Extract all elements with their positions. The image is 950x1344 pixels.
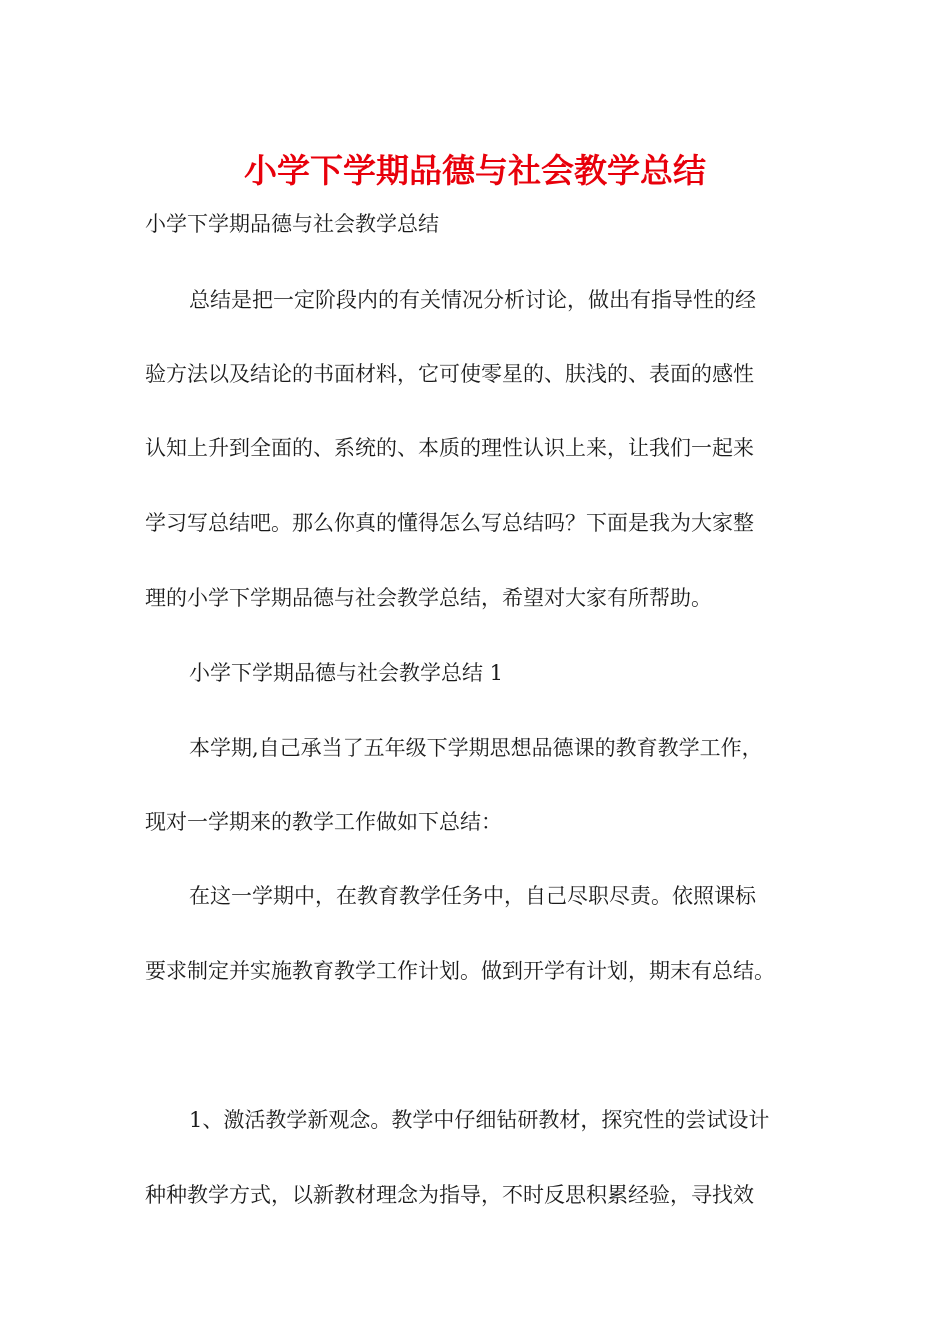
body-paragraph-2-line-2: 要求制定并实施教育教学工作计划。做到开学有计划，期末有总结。 [145, 959, 775, 983]
intro-paragraph-line-2: 验方法以及结论的书面材料，它可使零星的、肤浅的、表面的感性 [145, 362, 754, 386]
intro-paragraph-line-1: 总结是把一定阶段内的有关情况分析讨论，做出有指导性的经 [189, 288, 756, 312]
body-paragraph-1-line-1: 本学期,自己承当了五年级下学期思想品德课的教育教学工作， [189, 736, 763, 760]
body-paragraph-1-line-2: 现对一学期来的教学工作做如下总结： [145, 810, 502, 834]
section-heading-1: 小学下学期品德与社会教学总结 1 [189, 661, 504, 685]
document-title: 小学下学期品德与社会教学总结 [244, 151, 706, 190]
intro-paragraph-line-3: 认知上升到全面的、系统的、本质的理性认识上来，让我们一起来 [145, 436, 754, 460]
body-paragraph-2-line-1: 在这一学期中，在教育教学任务中，自己尽职尽责。依照课标 [189, 884, 756, 908]
intro-paragraph-line-5: 理的小学下学期品德与社会教学总结，希望对大家有所帮助。 [145, 586, 712, 610]
subtitle-line: 小学下学期品德与社会教学总结 [145, 212, 439, 236]
body-paragraph-3-line-2: 种种教学方式，以新教材理念为指导，不时反思积累经验，寻找效 [145, 1183, 754, 1207]
intro-paragraph-line-4: 学习写总结吧。那么你真的懂得怎么写总结吗？下面是我为大家整 [145, 511, 754, 535]
body-paragraph-3-line-1: 1、激活教学新观念。教学中仔细钻研教材，探究性的尝试设计 [189, 1108, 770, 1132]
